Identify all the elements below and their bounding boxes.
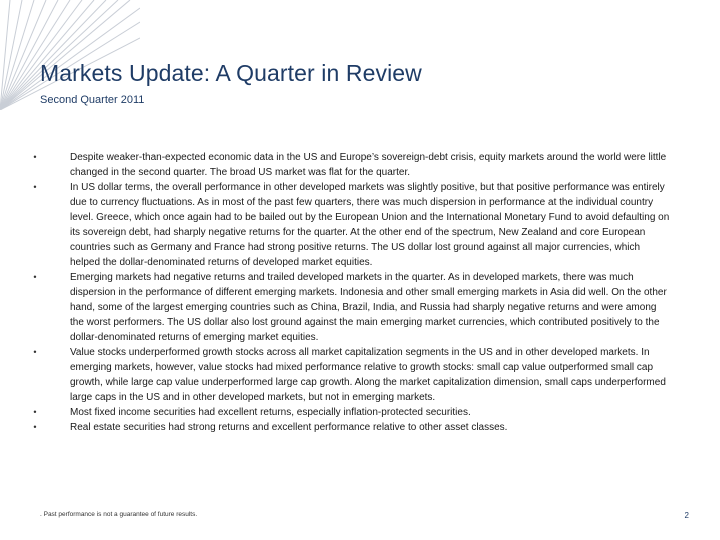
slide-title: Markets Update: A Quarter in Review [40,60,422,86]
bullet-text: Value stocks underperformed growth stocks across all market capitalization segments in the US and in other developed markets. In emerging markets, however, value stocks had mixed performance relative to growth stocks: small cap value outperformed small cap growth, while large cap value underperformed large cap growth. Along the market capitalization dimension, small caps underperformed large caps in the US and in other developed markets, but not in emerging markets. [70,347,666,403]
footnote: . Past performance is not a guarantee of future results. [40,511,198,518]
bullet-text: In US dollar terms, the overall performance in other developed markets was slightly positive, but that positive performance was entirely due to currency fluctuations. As in most of the past few quarters, there was much dispersion in performance at the individual country level. Greece, which once again had to be bailed out by the European Union and the International Monetary Fund to avoid defaulting on its sovereign debt, had sharply negative returns for the quarter. At the other end of the spectrum, New Zealand and core European countries such as Germany and France had strong positive returns. The US dollar lost ground against all major currencies, which helped the dollar-denominated returns of developed market equities. [70,182,670,268]
page-number: 2 [684,511,689,520]
bullet-list [30,150,670,435]
bullet-item [30,150,670,180]
bullet-dot-icon: • [33,407,37,417]
bullet-text: Despite weaker-than-expected economic data in the US and Europe’s sovereign-debt crisis, equity markets around the world were little changed in the second quarter. The broad US market was flat for the quarter. [70,152,667,178]
bullet-text: Most fixed income securities had excellent returns, especially inflation-protected securities. [70,407,471,418]
bullet-dot-icon: • [33,152,37,162]
bullet-dot-icon: • [33,182,37,192]
bullet-item [30,405,670,420]
bullet-text: Emerging markets had negative returns and trailed developed markets in the quarter. As in developed markets, there was much dispersion in the performance of different emerging markets. Indonesia and other small emerging markets in Asia did well. On the other hand, some of the largest emerging countries such as China, Brazil, India, and Russia had sharply negative returns and were among the worst performers. The US dollar also lost ground against the main emerging market currencies, which contributed positively to the dollar-denominated returns of emerging market equities. [70,272,667,343]
slide-subtitle: Second Quarter 2011 [40,94,145,106]
bullet-item [30,270,670,345]
bullet-dot-icon: • [33,347,37,357]
bullet-dot-icon: • [33,422,37,432]
bullet-item [30,180,670,270]
bullet-text: Real estate securities had strong returns and excellent performance relative to other asset classes. [70,422,508,433]
bullet-item [30,345,670,405]
bullet-dot-icon: • [33,272,37,282]
bullet-item [30,420,670,435]
